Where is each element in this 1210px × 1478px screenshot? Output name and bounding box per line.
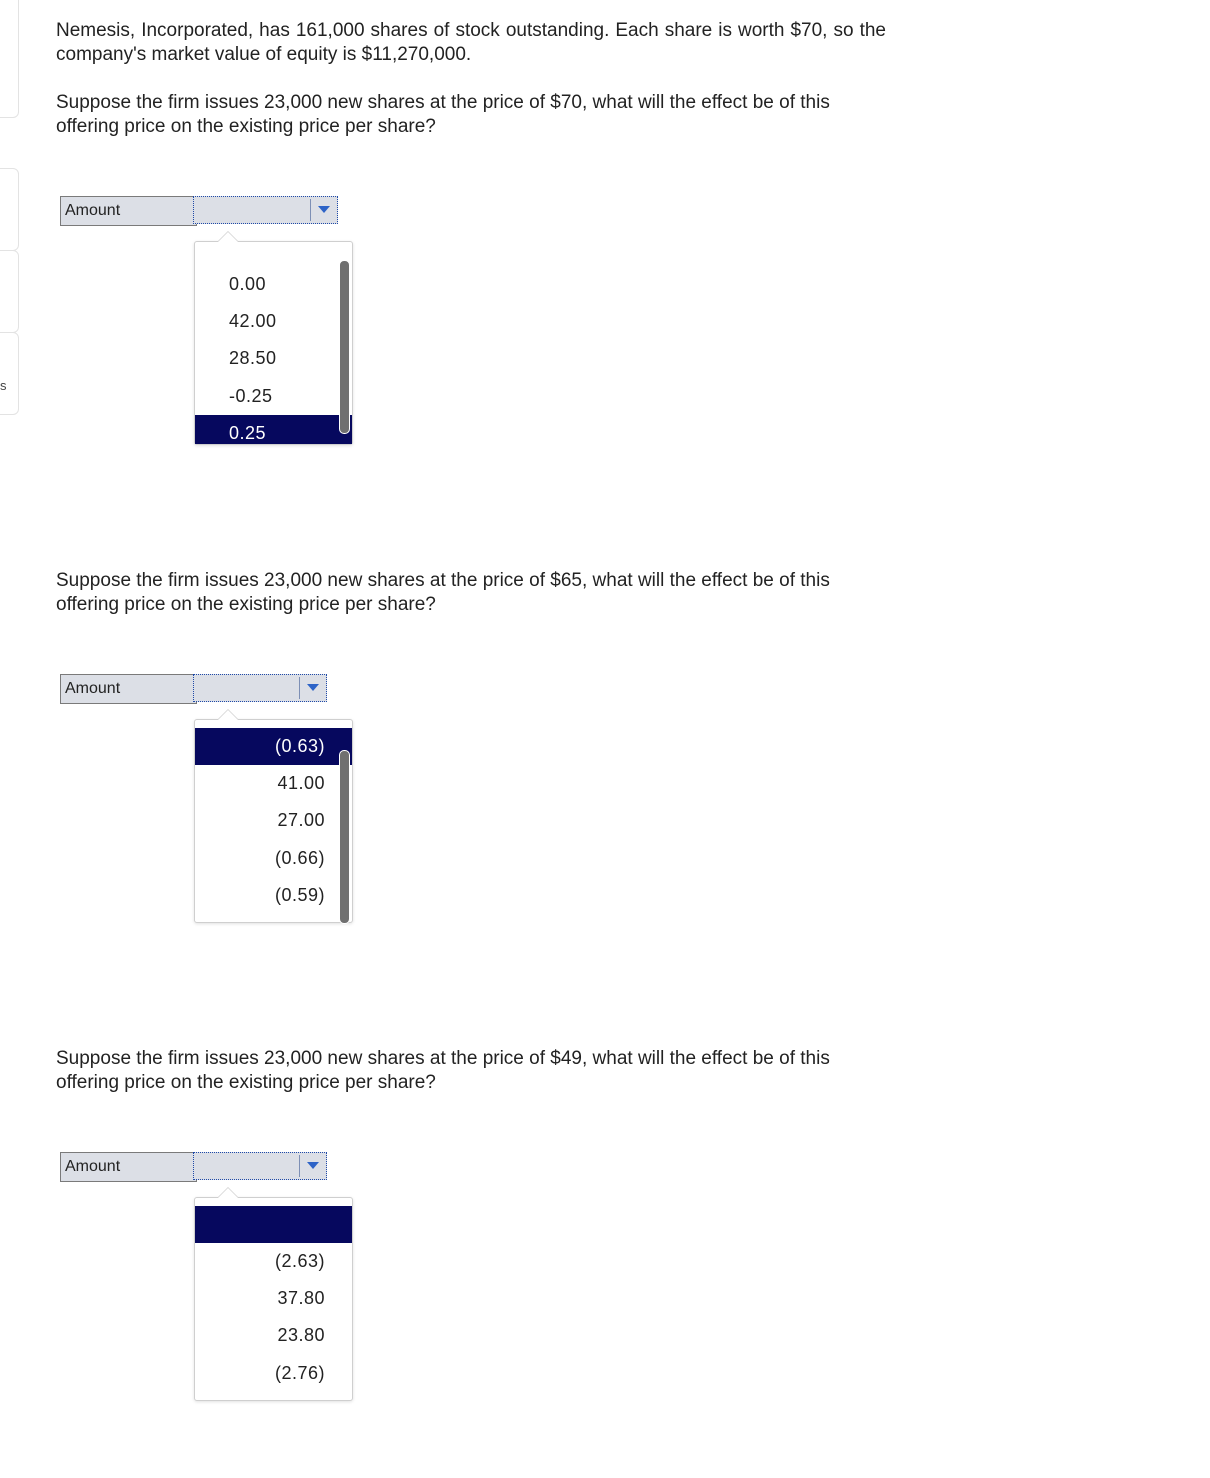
side-tab-3	[0, 250, 19, 333]
dropdown-option[interactable]: (0.59)	[274, 885, 325, 905]
chevron-down-icon	[307, 1162, 319, 1169]
intro-text: Nemesis, Incorporated, has 161,000 shares of stock outstanding. Each share is worth $70, so the company's market value of equity is $11,270,000.	[56, 20, 886, 65]
amount-label-2: Amount	[60, 674, 197, 704]
side-tab-glyph: s	[0, 378, 7, 393]
dropdown-caret-3	[217, 1187, 239, 1198]
amount-label-3: Amount	[60, 1152, 197, 1182]
answer-select-2[interactable]	[193, 674, 327, 702]
dropdown-option[interactable]: (2.63)	[274, 1251, 325, 1271]
dropdown-arrow-3[interactable]	[299, 1155, 326, 1177]
dropdown-scrollbar-2[interactable]	[339, 750, 350, 924]
dropdown-option[interactable]: -0.25	[229, 386, 273, 406]
dropdown-option[interactable]: 41.00	[277, 773, 325, 793]
answer-select-3[interactable]	[193, 1152, 327, 1180]
dropdown-option[interactable]: 23.80	[277, 1325, 325, 1345]
dropdown-option[interactable]: 42.00	[229, 311, 277, 331]
dropdown-option[interactable]: 28.50	[229, 348, 277, 368]
dropdown-caret-1	[217, 231, 239, 242]
dropdown-option[interactable]: (0.66)	[274, 848, 325, 868]
side-tab-2	[0, 168, 19, 251]
dropdown-option[interactable]: 27.00	[277, 810, 325, 830]
dropdown-option-highlighted[interactable]	[195, 1206, 352, 1243]
chevron-down-icon	[307, 684, 319, 691]
question-1-text: Suppose the firm issues 23,000 new shares at the price of $70, what will the effect be of this offering price on the existing price per share?	[56, 92, 830, 137]
question-3-text: Suppose the firm issues 23,000 new shares at the price of $49, what will the effect be of this offering price on the existing price per share?	[56, 1048, 830, 1093]
dropdown-caret-2	[217, 709, 239, 720]
answer-select-1[interactable]	[193, 196, 338, 224]
dropdown-option-highlighted[interactable]: (0.63)	[195, 728, 352, 765]
dropdown-arrow-1[interactable]	[310, 199, 337, 221]
dropdown-option-highlighted[interactable]: 0.25	[195, 415, 352, 444]
dropdown-scrollbar-1[interactable]	[339, 260, 350, 434]
question-2-text: Suppose the firm issues 23,000 new shares at the price of $65, what will the effect be of this offering price on the existing price per share?	[56, 570, 830, 615]
dropdown-option[interactable]: (2.76)	[274, 1363, 325, 1383]
side-tab-4	[0, 332, 19, 415]
amount-label-1: Amount	[60, 196, 197, 226]
chevron-down-icon	[318, 206, 330, 213]
dropdown-option[interactable]: 0.00	[229, 274, 267, 294]
dropdown-list-1[interactable]	[194, 241, 353, 445]
dropdown-option[interactable]: 37.80	[277, 1288, 325, 1308]
side-tab-1	[0, 0, 19, 118]
dropdown-list-2[interactable]	[194, 719, 353, 923]
dropdown-arrow-2[interactable]	[299, 677, 326, 699]
dropdown-list-3[interactable]	[194, 1197, 353, 1401]
